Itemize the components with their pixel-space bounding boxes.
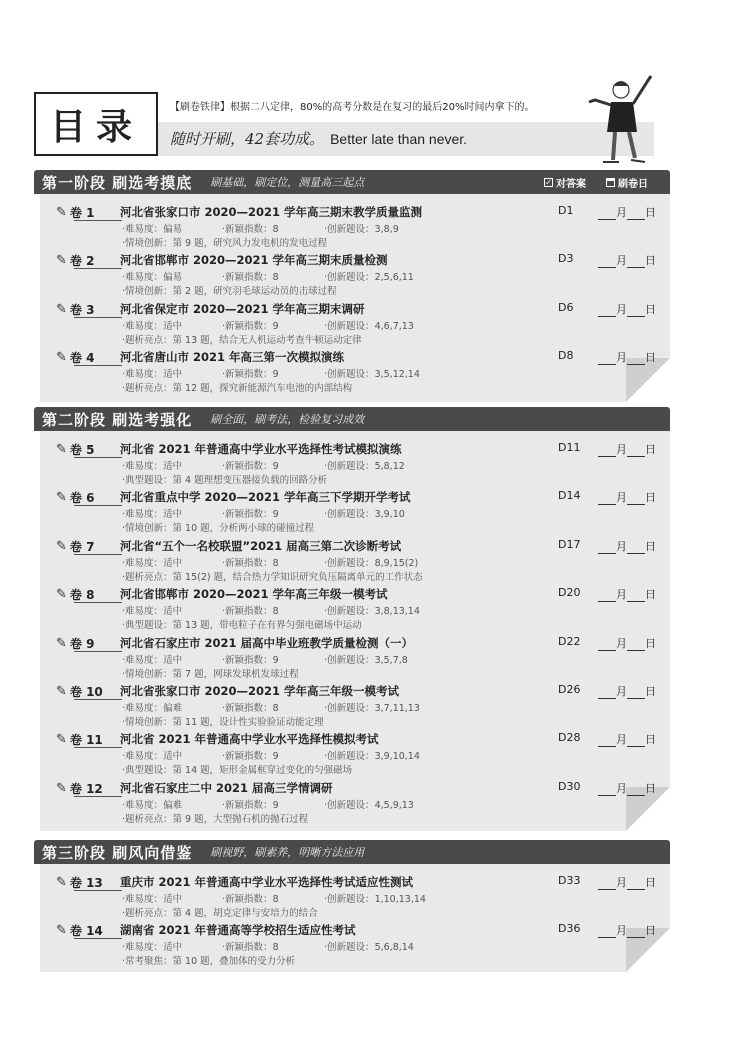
novelty-index: ·新颖指数：9 [222, 799, 279, 811]
stage-2-list [40, 431, 670, 831]
exam-title: 河北省重点中学 2020—2021 学年高三下学期开学考试 [120, 490, 411, 505]
answer-page-ref[interactable]: D33 [558, 874, 581, 887]
novelty-index: ·新颖指数：9 [222, 320, 279, 332]
stage-3-list [40, 864, 670, 972]
difficulty: ·难易度：适中 [122, 320, 183, 332]
stage-3-header [34, 840, 670, 864]
exam-title: 河北省石家庄二中 2021 届高三学情调研 [120, 780, 333, 795]
exam-number: 卷 11 [69, 733, 103, 748]
exam-number-tag [56, 441, 94, 458]
novelty-index: ·新颖指数：8 [222, 606, 279, 618]
exam-highlight-note: ·情境创新：第 2 题，研究羽毛球运动员的击球过程 [122, 286, 337, 298]
exam-number: 卷 12 [69, 781, 103, 796]
innovation-items: ·创新题设：3,8,13,14 [324, 606, 420, 618]
practice-date-field[interactable]: 月 日 [598, 683, 656, 699]
practice-date-field[interactable]: 月 日 [598, 780, 656, 796]
exam-title: 河北省石家庄市 2021 届高中毕业班教学质量检测（一） [120, 635, 414, 650]
answer-page-ref[interactable]: D22 [558, 634, 581, 648]
page-title: 目录 [34, 92, 158, 156]
innovation-items: ·创新题设：4,5,9,13 [324, 799, 414, 811]
exam-metrics [122, 506, 405, 520]
exam-title: 河北省“五个一名校联盟”2021 届高三第二次诊断考试 [120, 538, 402, 553]
stage-motto: 刷视野，刷素养，明晰方法应用 [210, 846, 365, 859]
exam-number: 卷 10 [69, 685, 103, 699]
answer-page-ref[interactable]: D30 [558, 779, 581, 793]
stage-motto: 刷全面，刷考法，检验复习成效 [210, 413, 365, 426]
innovation-items: ·创新题设：3,9,10,14 [324, 751, 420, 763]
exam-metrics [122, 797, 414, 811]
exam-title: 湖南省 2021 年普通高等学校招生适应性考试 [120, 923, 356, 938]
exam-highlight-note: ·题析亮点：第 12 题，探究新能源汽车电池的内部结构 [122, 383, 353, 395]
practice-date-field[interactable]: 月 日 [598, 441, 656, 457]
difficulty: ·难易度：适中 [122, 461, 183, 472]
novelty-index: ·新颖指数：8 [222, 942, 279, 954]
difficulty: ·难易度：偏难 [122, 703, 183, 714]
exam-metrics [122, 748, 420, 762]
exam-number: 卷 1 [69, 206, 95, 220]
innovation-items: ·创新题设：8,9,15(2) [324, 557, 419, 569]
stage-2-header [34, 407, 670, 431]
novelty-index: ·新颖指数：9 [222, 461, 279, 472]
exam-number-tag [56, 538, 94, 555]
exam-metrics [122, 318, 414, 332]
innovation-items: ·创新题设：3,7,11,13 [324, 703, 420, 714]
exam-title: 河北省邯郸市 2020—2021 学年高三年级一模考试 [120, 587, 388, 602]
exam-number-tag [56, 204, 94, 221]
pencil-icon: ✎ [56, 635, 67, 651]
practice-date-field[interactable]: 月 日 [598, 204, 656, 220]
exam-metrics [122, 700, 420, 714]
exam-highlight-note: ·常考聚焦：第 10 题，叠加体的受力分析 [122, 956, 296, 968]
answer-page-ref[interactable]: D6 [558, 300, 574, 314]
exam-number-tag [56, 780, 103, 797]
answer-page-ref[interactable]: D3 [558, 252, 574, 266]
practice-date-field[interactable]: 月 日 [598, 538, 656, 554]
difficulty: ·难易度：适中 [122, 751, 183, 763]
pencil-icon: ✎ [56, 684, 67, 699]
column-headers [544, 175, 648, 190]
answer-page-ref[interactable]: D17 [558, 537, 581, 551]
pencil-icon: ✎ [56, 732, 67, 748]
exam-highlight-note: ·典型题设：第 13 题，带电粒子在有界匀强电磁场中运动 [122, 620, 362, 632]
novelty-index: ·新颖指数：9 [222, 369, 279, 381]
innovation-items: ·创新题设：3,5,7,8 [324, 654, 408, 666]
pencil-icon: ✎ [56, 923, 67, 939]
practice-date-field[interactable]: 月 日 [598, 874, 656, 890]
pencil-icon: ✎ [56, 350, 67, 366]
exam-highlight-note: ·情境创新：第 10 题，分析两小球的碰撞过程 [122, 523, 315, 535]
stage-title: 第一阶段 刷选考摸底 [42, 173, 193, 192]
exam-number: 卷 5 [69, 443, 95, 457]
answer-page-ref[interactable]: D11 [558, 441, 581, 454]
pencil-icon: ✎ [56, 205, 67, 220]
date-column-header: 刷卷日 [606, 175, 648, 190]
difficulty: ·难易度：适中 [122, 942, 183, 954]
exam-number-tag [56, 635, 94, 652]
exam-metrics [122, 603, 420, 617]
novelty-index: ·新颖指数：8 [222, 224, 279, 235]
answer-page-ref[interactable]: D1 [558, 204, 574, 217]
exam-metrics [122, 458, 405, 472]
pencil-icon: ✎ [56, 587, 67, 603]
innovation-items: ·创新题设：2,5,6,11 [324, 272, 414, 284]
exam-title: 重庆市 2021 年普通高中学业水平选择性考试适应性测试 [120, 875, 414, 889]
slogan-cn: 随时开刷，42套功成。 [170, 130, 325, 148]
stage-1-list [40, 194, 670, 402]
difficulty: ·难易度：适中 [122, 557, 183, 569]
exam-highlight-note: ·题析亮点：第 13 题，结合无人机运动考查牛顿运动定律 [122, 334, 362, 346]
exam-number-tag [56, 489, 94, 506]
exam-number-tag [56, 252, 94, 269]
difficulty: ·难易度：适中 [122, 369, 183, 381]
difficulty: ·难易度：偏易 [122, 224, 183, 235]
answer-page-ref[interactable]: D26 [558, 683, 581, 696]
pencil-icon: ✎ [56, 442, 67, 457]
exam-highlight-note: ·情境创新：第 9 题，研究风力发电机的发电过程 [122, 238, 328, 249]
exam-title: 河北省张家口市 2020—2021 学年高三年级一模考试 [120, 684, 400, 698]
innovation-items: ·创新题设：3,9,10 [324, 509, 405, 521]
slogan [170, 128, 467, 149]
practice-date-field[interactable]: 月 日 [598, 731, 656, 747]
exam-title: 河北省保定市 2020—2021 学年高三期末调研 [120, 301, 365, 316]
checkbox-icon: ✓ [545, 177, 552, 187]
exam-metrics [122, 269, 414, 283]
answer-column-header: ✓ 对答案 [545, 177, 586, 190]
difficulty: ·难易度：适中 [122, 894, 183, 905]
exam-number-tag [56, 349, 94, 366]
exam-metrics [122, 366, 420, 380]
exam-title: 河北省张家口市 2020—2021 学年高三期末教学质量监测 [120, 205, 423, 219]
toc-header [34, 92, 654, 157]
practice-date-field[interactable]: 月 日 [598, 635, 656, 651]
exam-title: 河北省 2021 年普通高中学业水平选择性模拟考试 [120, 732, 379, 747]
practice-date-field[interactable]: 月 日 [598, 349, 656, 365]
difficulty: ·难易度：适中 [122, 654, 183, 666]
exam-metrics [122, 891, 426, 905]
difficulty: ·难易度：偏易 [122, 272, 183, 284]
pencil-icon: ✎ [56, 490, 67, 506]
cheering-student-illustration [585, 72, 660, 167]
exam-number-tag [56, 874, 103, 891]
exam-number: 卷 7 [69, 539, 95, 554]
exam-highlight-note: ·题析亮点：第 4 题，胡克定律与安培力的结合 [122, 908, 318, 919]
answer-page-ref[interactable]: D8 [558, 349, 574, 363]
exam-title: 河北省唐山市 2021 年高三第一次模拟演练 [120, 350, 345, 365]
practice-date-field[interactable]: 月 日 [598, 301, 656, 317]
exam-number: 卷 2 [69, 254, 95, 269]
exam-number: 卷 6 [69, 491, 95, 506]
exam-metrics [122, 652, 408, 666]
exam-highlight-note: ·情境创新：第 7 题，网球发球机发球过程 [122, 668, 299, 680]
answer-page-ref[interactable]: D14 [558, 489, 581, 503]
exam-highlight-note: ·题析亮点：第 9 题，大型抛石机的抛石过程 [122, 813, 309, 825]
innovation-items: ·创新题设：3,8,9 [324, 224, 399, 235]
novelty-index: ·新颖指数：9 [222, 751, 279, 763]
exam-number: 卷 13 [69, 876, 103, 890]
pencil-icon: ✎ [56, 875, 67, 890]
exam-number: 卷 4 [69, 351, 95, 366]
calendar-icon [606, 178, 615, 187]
difficulty: ·难易度：适中 [122, 509, 183, 521]
pencil-icon: ✎ [56, 780, 67, 796]
innovation-items: ·创新题设：3,5,12,14 [324, 369, 420, 381]
exam-number: 卷 3 [69, 302, 95, 317]
exam-number-tag [56, 586, 94, 603]
difficulty: ·难易度：适中 [122, 606, 183, 618]
exam-number: 卷 8 [69, 588, 95, 603]
exam-number-tag [56, 731, 103, 748]
exam-title: 河北省邯郸市 2020—2021 学年高三期末质量检测 [120, 253, 388, 268]
exam-title: 河北省 2021 年普通高中学业水平选择性考试模拟演练 [120, 442, 402, 456]
practice-date-field[interactable]: 月 日 [598, 922, 656, 938]
practice-date-field[interactable]: 月 日 [598, 252, 656, 268]
novelty-index: ·新颖指数：8 [222, 272, 279, 284]
exam-number-tag [56, 301, 94, 318]
pencil-icon: ✎ [56, 253, 67, 269]
exam-highlight-note: ·典型题设：第 4 题理想变压器接负载的回路分析 [122, 475, 328, 486]
exam-number-tag [56, 683, 103, 700]
exam-number: 卷 9 [69, 636, 95, 651]
novelty-index: ·新颖指数：9 [222, 654, 279, 666]
answer-page-ref[interactable]: D20 [558, 586, 581, 600]
innovation-items: ·创新题设：4,6,7,13 [324, 320, 414, 332]
exam-metrics [122, 939, 414, 953]
stage-motto: 刷基础，刷定位，测量高三起点 [210, 176, 365, 189]
innovation-items: ·创新题设：1,10,13,14 [324, 894, 426, 905]
novelty-index: ·新颖指数：8 [222, 703, 279, 714]
innovation-items: ·创新题设：5,8,12 [324, 461, 405, 472]
exam-highlight-note: ·情境创新：第 11 题，设计性实验验证动能定理 [122, 717, 324, 728]
novelty-index: ·新颖指数：8 [222, 894, 279, 905]
exam-metrics [122, 221, 399, 235]
pencil-icon: ✎ [56, 301, 67, 317]
innovation-items: ·创新题设：5,6,8,14 [324, 942, 414, 954]
novelty-index: ·新颖指数：8 [222, 557, 279, 569]
stage-title: 第二阶段 刷选考强化 [42, 410, 193, 429]
stage-1-header [34, 170, 670, 194]
difficulty: ·难易度：偏难 [122, 799, 183, 811]
pencil-icon: ✎ [56, 538, 67, 554]
practice-date-field[interactable]: 月 日 [598, 489, 656, 505]
stage-title: 第三阶段 刷风向借鉴 [42, 843, 193, 862]
answer-page-ref[interactable]: D36 [558, 922, 581, 936]
exam-number: 卷 14 [69, 924, 103, 939]
novelty-index: ·新颖指数：9 [222, 509, 279, 521]
exam-highlight-note: ·典型题设：第 14 题，矩形金属框穿过变化的匀强磁场 [122, 765, 353, 777]
exam-number-tag [56, 922, 103, 939]
practice-date-field[interactable]: 月 日 [598, 586, 656, 602]
study-rule-text: 【刷卷铁律】根据二八定律，80%的高考分数是在复习的最后20%时间内拿下的。 [170, 102, 535, 113]
slogan-en: Better late than never. [330, 131, 468, 147]
exam-highlight-note: ·题析亮点：第 15(2) 题，结合热力学知识研究负压隔离单元的工作状态 [122, 571, 423, 583]
exam-metrics [122, 555, 418, 569]
answer-page-ref[interactable]: D28 [558, 731, 581, 745]
